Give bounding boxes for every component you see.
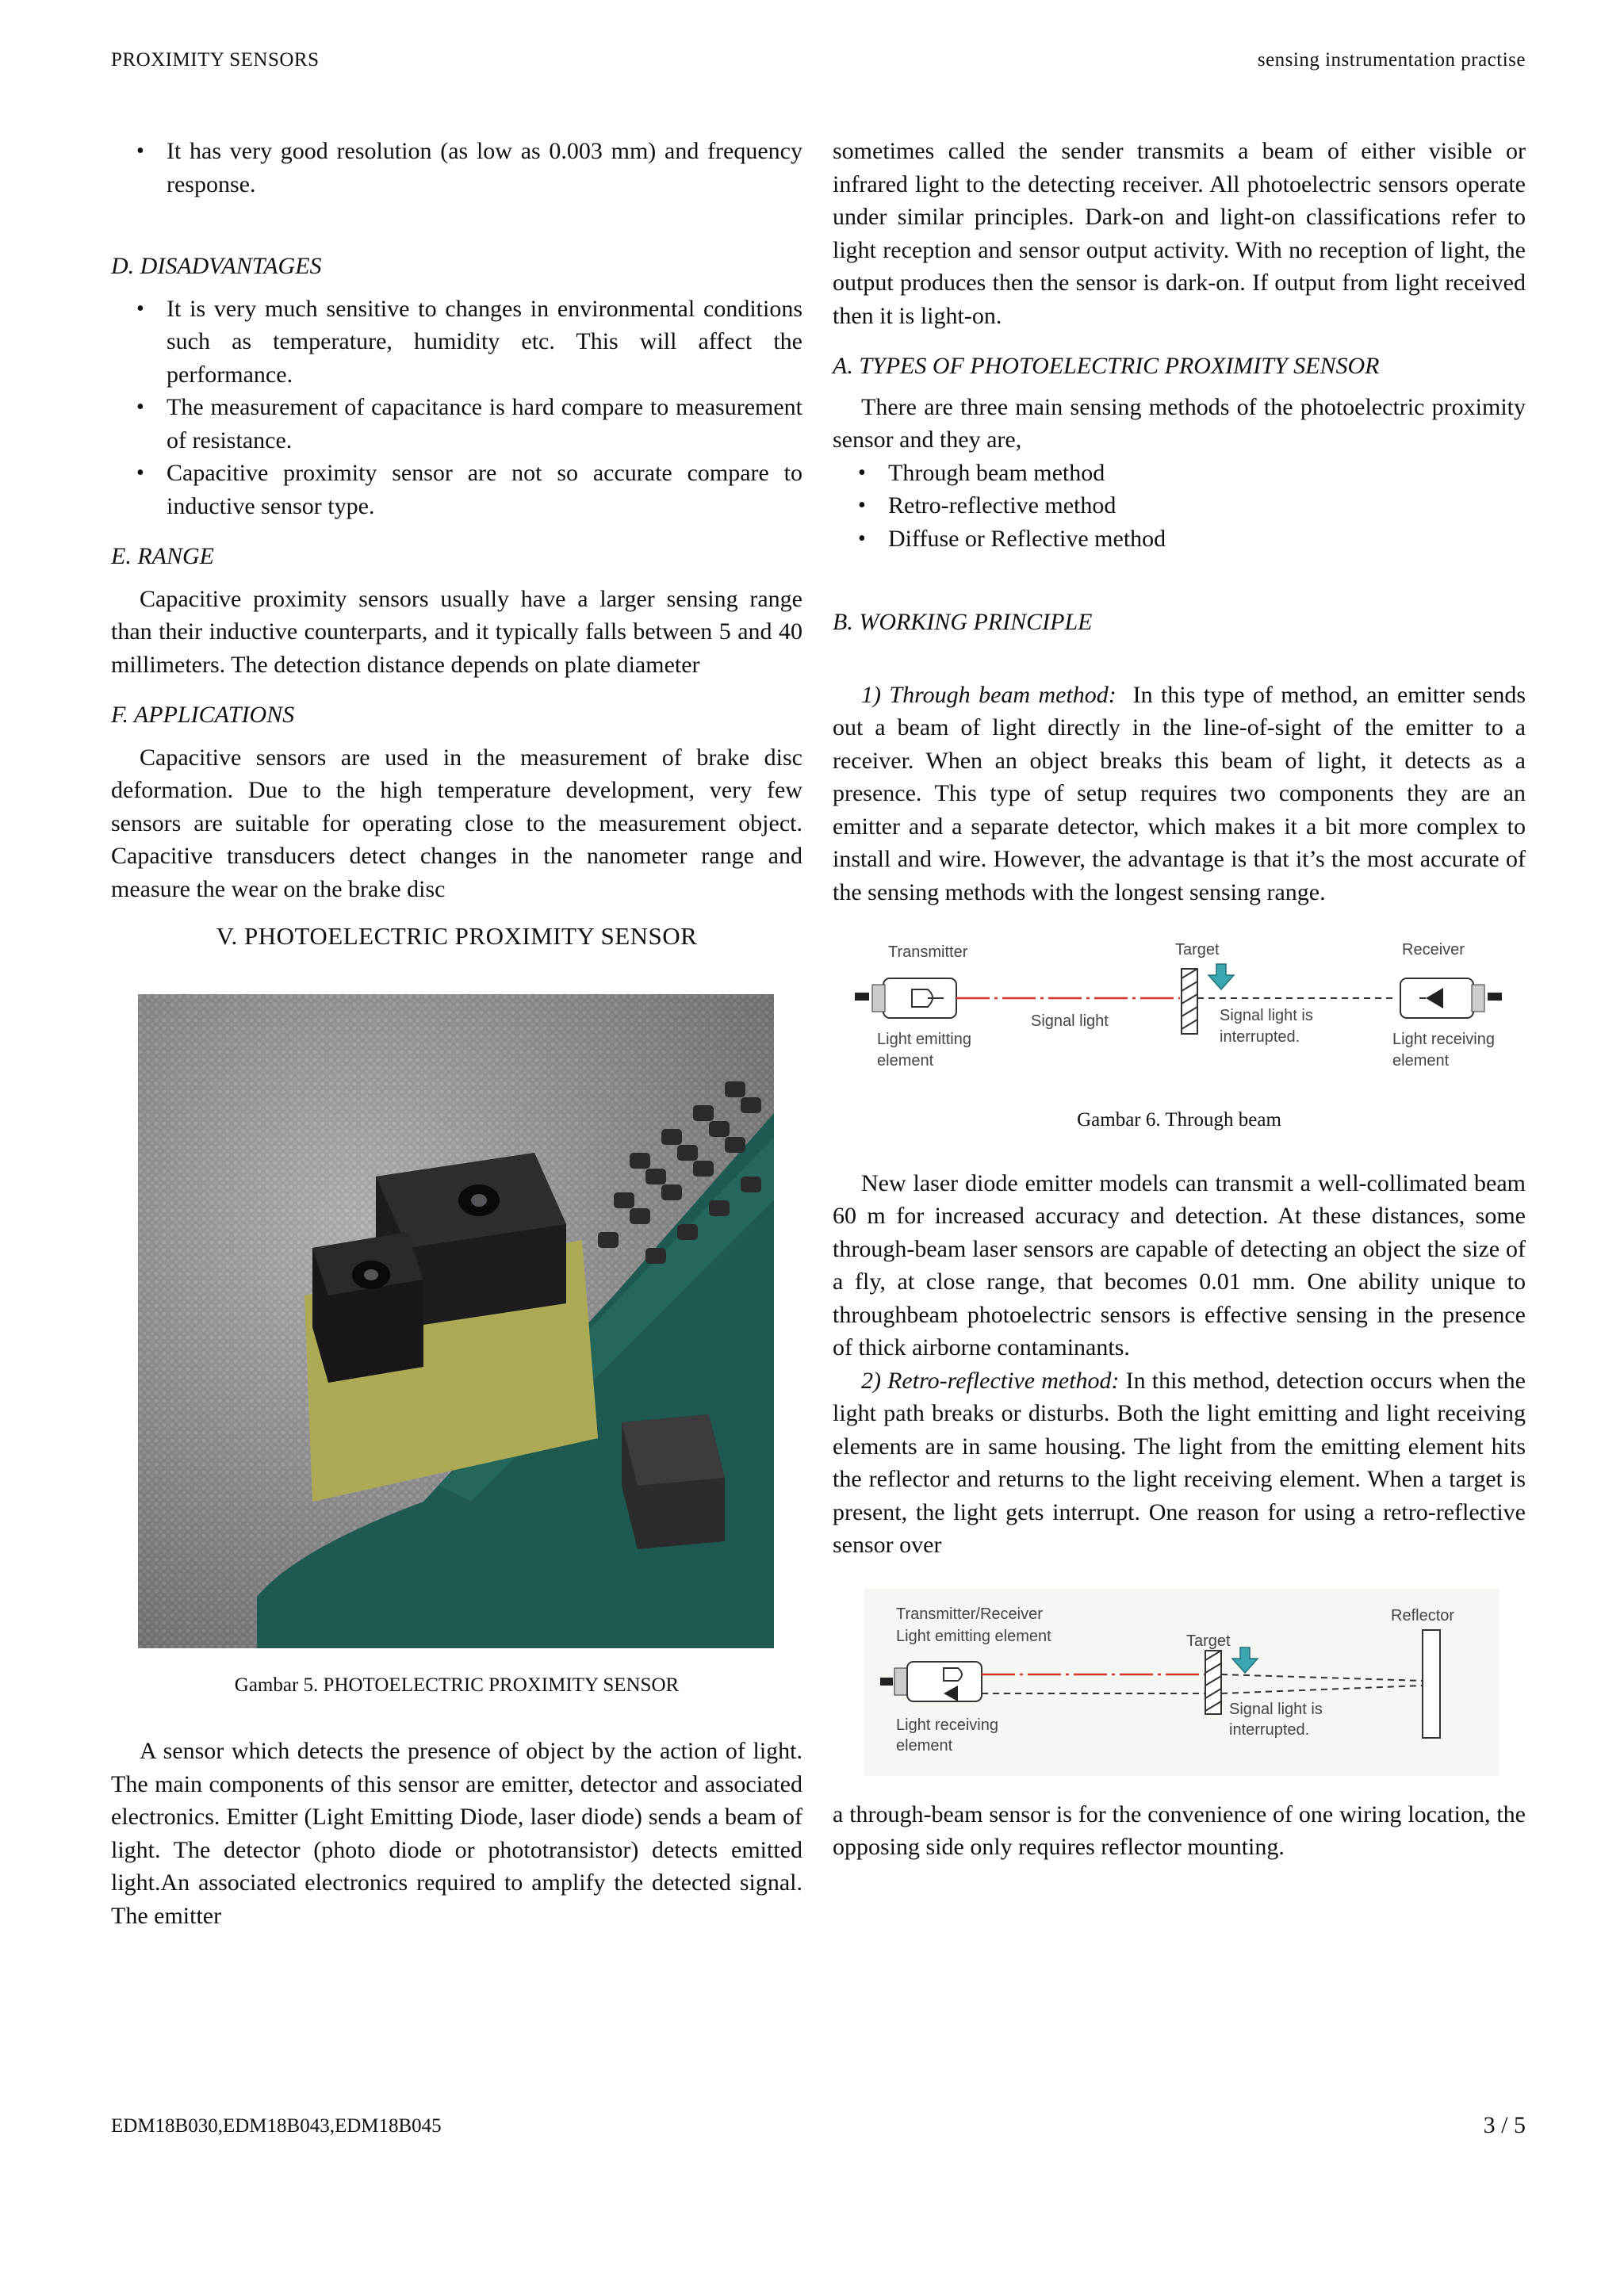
- retro-continued-paragraph: a through-beam sensor is for the convenience of one wiring location, the opposing side only requires reflector mounting.: [833, 1800, 1526, 1860]
- page-number: 3 / 5: [1483, 2112, 1526, 2138]
- target-icon: [1205, 1651, 1221, 1714]
- intro-continued-paragraph: sometimes called the sender transmits a beam of either visible or infrared light to the detecting receiver. All photoelectric sensors operate under similar principles. Dark-on and light-on classifications refer to light reception and sensor output activity. With no reception of light, the output produces then the sensor is dark-on. If output from light received then it is light-on.: [833, 138, 1526, 329]
- retro-label: 2) Retro-reflective method:: [861, 1367, 1120, 1394]
- section-heading-working-principle: B. WORKING PRINCIPLE: [833, 609, 1093, 635]
- advantages-list: [111, 135, 802, 201]
- through-beam-diagram: [833, 931, 1526, 1097]
- laser-paragraph: New laser diode emitter models can transmit a well-collimated beam 60 m for increased accuracy and detection. At these distances, some through-beam laser sensors are capable of detecting an object the size of a fly, at close range, that becomes 0.01 mm. One ability unique to throughbeam photoelectric sensors is effective sensing in the presence of thick airborne contaminants.: [833, 1169, 1526, 1360]
- sensor-photo: [138, 994, 774, 1648]
- transmitter-icon: [855, 978, 956, 1018]
- footer-ids: EDM18B030,EDM18B043,EDM18B045: [111, 2115, 442, 2137]
- reflector-icon: [1423, 1630, 1440, 1738]
- retro-paragraph: [833, 1364, 1526, 1562]
- emit-label-2: element: [877, 1052, 934, 1070]
- retro-text: In this method, detection occurs when the light path breaks or disturbs. Both the light emitting and light receiving elements are in same housing. The light from the emitting element hits the reflector and returns to the light receiving element. When a target is present, the light gets interrupt. One reason for using a retro-reflective sensor over: [833, 1367, 1526, 1558]
- interrupted-label-1: Signal light is: [1229, 1700, 1323, 1718]
- list-item: • The measurement of capacitance is hard compare to measurement of resistance.: [111, 391, 802, 457]
- target-label: Target: [1186, 1632, 1231, 1650]
- disadvantages-list: [111, 293, 802, 523]
- intro-paragraph: A sensor which detects the presence of object by the action of light. The main components of this sensor are emitter, detector and associated electronics. Emitter (Light Emitting Diode, laser diode) sends a beam of light. The detector (photo diode or phototransistor) detects emitted light.An associated electronics required to amplify the detected signal. The emitter: [111, 1738, 802, 1929]
- section-heading-types: A. TYPES OF PHOTOELECTRIC PROXIMITY SENSOR: [833, 353, 1380, 379]
- signal-light-label: Signal light: [1031, 1012, 1109, 1030]
- figure6-caption: Gambar 6. Through beam: [1077, 1109, 1281, 1131]
- list-item: • Through beam method: [833, 457, 1526, 490]
- retro-reflective-diagram: [833, 1582, 1526, 1789]
- list-item: • Capacitive proximity sensor are not so accurate compare to inductive sensor type.: [111, 457, 802, 522]
- reflector-label: Reflector: [1391, 1606, 1455, 1624]
- recv-label-2: element: [1392, 1052, 1450, 1070]
- target-icon: [1182, 969, 1197, 1034]
- range-paragraph: Capacitive proximity sensors usually have a larger sensing range than their inductive counterparts, and it typically falls between 5 and 40 millimeters. The detection distance depends on plate diameter: [111, 585, 802, 678]
- types-paragraph: There are three main sensing methods of the photoelectric proximity sensor and they are,: [833, 393, 1526, 453]
- applications-paragraph: Capacitive sensors are used in the measurement of brake disc deformation. Due to the high temperature development, very few sensors are suitable for operating close to the measurement object. Capacitive transducers detect changes in the nanometer range and measure the wear on the brake disc: [111, 744, 802, 902]
- section-heading-applications: F. APPLICATIONS: [111, 702, 295, 728]
- list-item: • Retro-reflective method: [833, 489, 1526, 522]
- list-item: • It is very much sensitive to changes in environmental conditions such as temperature, humidity etc. This will affect the performance.: [111, 293, 802, 392]
- through-beam-text: In this type of method, an emitter sends out a beam of light directly in the line-of-sight of the emitter to a receiver. When an object breaks this beam of light, it detects as a presence. This type of setup requires two components they are an emitter and a separate detector, which makes it a bit more complex to install and wire. However, the advantage is that it’s the most accurate of the sensing methods with the longest sensing range.: [833, 681, 1526, 905]
- through-beam-paragraph: [833, 679, 1526, 909]
- list-item: • It has very good resolution (as low as 0.003 mm) and frequency response.: [111, 135, 802, 201]
- recv-label-1: Light receiving: [896, 1716, 998, 1734]
- section-heading-range: E. RANGE: [111, 543, 214, 569]
- target-label: Target: [1175, 941, 1220, 959]
- interrupted-label-2: interrupted.: [1220, 1028, 1300, 1046]
- recv-label-2: element: [896, 1736, 953, 1755]
- transmitter-label: Transmitter: [888, 943, 968, 961]
- emit-label-1: Light emitting: [877, 1031, 971, 1048]
- recv-label-1: Light receiving: [1392, 1031, 1495, 1048]
- section-heading-disadvantages: D. DISADVANTAGES: [111, 253, 322, 279]
- receiver-label: Receiver: [1402, 941, 1465, 959]
- receiver-icon: [1400, 978, 1502, 1018]
- interrupted-label-2: interrupted.: [1229, 1720, 1310, 1739]
- right-column: [833, 135, 1526, 1864]
- section-title: V. PHOTOELECTRIC PROXIMITY SENSOR: [216, 922, 698, 950]
- left-column: [111, 135, 802, 1932]
- types-list: [833, 457, 1526, 556]
- target-arrow-icon: [1208, 964, 1234, 989]
- figure5-caption: Gambar 5. PHOTOELECTRIC PROXIMITY SENSOR: [234, 1674, 680, 1696]
- interrupted-label-1: Signal light is: [1220, 1007, 1313, 1024]
- tx-rx-label: Transmitter/Receiver: [896, 1605, 1043, 1623]
- emit-element-label: Light emitting element: [896, 1627, 1051, 1645]
- running-header-right: sensing instrumentation practise: [1257, 49, 1526, 71]
- transmitter-receiver-icon: [880, 1662, 982, 1701]
- running-header-left: PROXIMITY SENSORS: [111, 49, 320, 71]
- through-beam-label: 1) Through beam method:: [861, 681, 1116, 708]
- list-item: • Diffuse or Reflective method: [833, 522, 1526, 556]
